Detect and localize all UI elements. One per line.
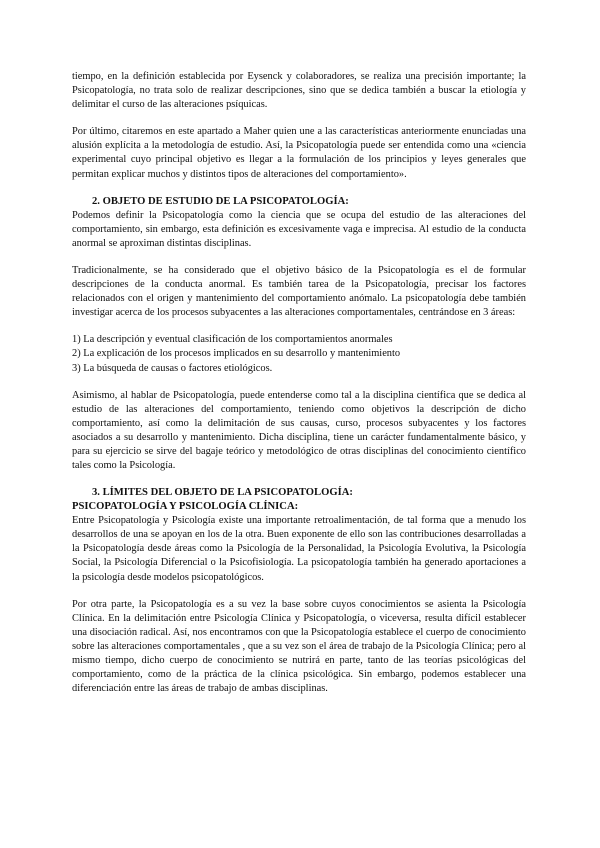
document-page [72, 70, 526, 696]
areas-list [72, 333, 526, 375]
section-heading-2: 2. OBJETO DE ESTUDIO DE LA PSICOPATOLOGÍA: [92, 195, 349, 207]
paragraph-etiology: tiempo, en la definición establecida por Eysenck y colaboradores, se realiza una precisión importante; la Psicopatología, no trata solo de realizar descripciones, sino que se dedica también a buscar la etiología y delimitar el curso de las alteraciones psíquicas. [72, 71, 526, 111]
list-item: 2) La explicación de los procesos implicados en su desarrollo y mantenimiento [72, 348, 401, 360]
paragraph-objective: Tradicionalmente, se ha considerado que el objetivo básico de la Psicopatología es el de formular descripciones de la conducta anormal. Es también tarea de la Psicopatología, precisar los factores relacionados con el origen y mantenimiento del comportamiento anómalo. La psicopatología debe también investigar acerca de los procesos subyacentes a las alteraciones comportamentales, centrándose en 3 áreas: [72, 264, 526, 319]
section-subheading-3: PSICOPATOLOGÍA Y PSICOLOGÍA CLÍNICA: [72, 501, 299, 513]
section-heading-3: 3. LÍMITES DEL OBJETO DE LA PSICOPATOLOGÍA: [92, 487, 353, 499]
list-item: 3) La búsqueda de causas o factores etiológicos. [72, 362, 273, 374]
paragraph-maher: Por último, citaremos en este apartado a Maher quien une a las características anteriormente enunciadas una alusión explícita a la metodología de estudio. Así, la Psicopatología puede ser entendida como una «ciencia experimental cuyo principal objetivo es llegar a la formulación de los principios y leyes generales que permitan explicar muchos y distintos tipos de alteraciones del comportamiento». [72, 126, 526, 180]
paragraph-feedback: Entre Psicopatología y Psicología existe una importante retroalimentación, de tal forma que a menudo los desarrollos de una se apoyan en los de la otra. Buen exponente de ello son las contribuciones desarrolladas a la Psicopatología desde áreas como la Psicología de la Personalidad, la Psicología Evolutiva, la Psicología Social, la Psicología Diferencial o la Psicofisiología. La psicopatología también ha generado aportaciones a la psicología desde modelos psicopatológicos. [72, 515, 526, 583]
paragraph-discipline: Asimismo, al hablar de Psicopatología, puede entenderse como tal a la disciplina científica que se dedica al estudio de las alteraciones del comportamiento, teniendo como objetivos la descripción de dicho comportamiento, así como la delimitación de sus causas, curso, procesos subyacentes y los factores asociados a su desarrollo y mantenimiento. Dicha disciplina, tiene un carácter fundamentalmente básico, y para su ejercicio se sirve del bagaje teórico y metodológico de otras disciplinas del conocimiento científico tales como la Psicología. [72, 389, 526, 472]
paragraph-definition: Podemos definir la Psicopatología como la ciencia que se ocupa del estudio de las alteraciones del comportamiento, sin embargo, esta definición es excesivamente vaga e imprecisa. Al estudio de la conducta anormal se aproximan distintas disciplinas. [72, 209, 526, 249]
paragraph-clinical: Por otra parte, la Psicopatología es a su vez la base sobre cuyos conocimientos se asienta la Psicología Clínica. En la delimitación entre Psicología Clínica y Psicopatología, o viceversa, resulta difícil establecer una disociación radical. Así, nos encontramos con que la Psicopatología establece el cuerpo de conocimiento sobre las alteraciones comportamentales , que a su vez son el área de trabajo de la Psicología Clínica; pero al mismo tiempo, dicho cuerpo de conocimiento se nutrirá en parte, tanto de las teorías psicológicas del comportamiento, como de la práctica de la clínica psicológica. Sin embargo, podemos establecer una diferenciación entre las áreas de trabajo de ambas disciplinas. [72, 598, 526, 695]
list-item: 1) La descripción y eventual clasificación de los comportamientos anormales [72, 334, 393, 346]
